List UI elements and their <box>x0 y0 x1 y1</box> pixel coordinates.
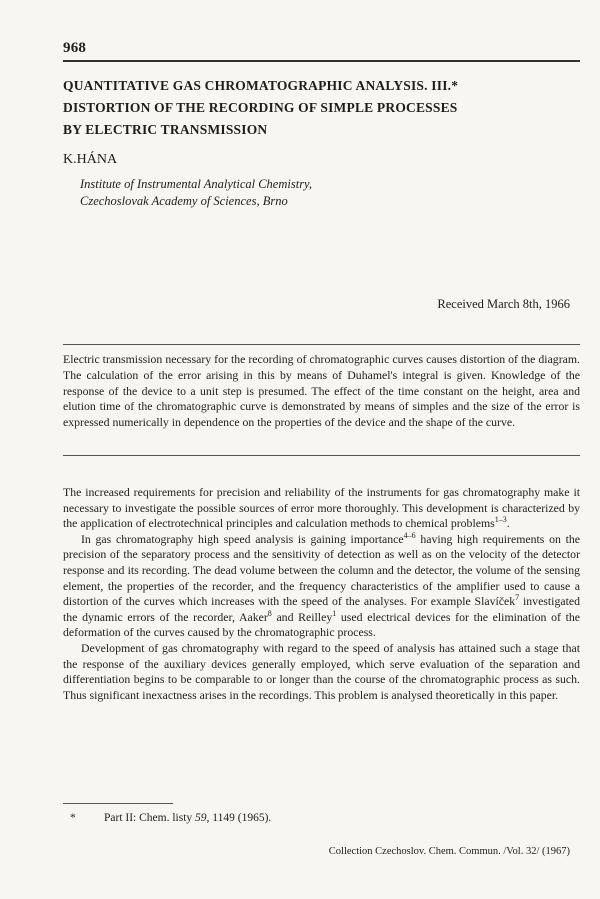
footnote-text-a: Part II: Chem. listy <box>104 812 196 824</box>
paragraph-3: Development of gas chromatography with regard to the speed of analysis has attained such a stage that the response of the auxiliary devices generally employed, which serve evaluation of the separation and differentiation begins to be comparable to or longer than the course of the chromatographic process as such. Thus significant inexactness arises in the recordings. This problem is analysed theoretically in this paper. <box>63 640 580 702</box>
title-line-3: BY ELECTRIC TRANSMISSION <box>63 122 268 137</box>
affiliation-line-2: Czechoslovak Academy of Sciences, Brno <box>80 194 288 208</box>
affiliation <box>80 176 312 210</box>
footnote-volume: 59, <box>195 812 210 824</box>
article-title <box>63 75 580 141</box>
footnote-rule <box>63 803 173 804</box>
abstract: Electric transmission necessary for the recording of chromatographic curves causes distortion of the diagram. The calculation of the error arising in this by means of Duhamel's integral is given. Knowledge of the response of the device to a unit step is presumed. The effect of the time constant on the height, area and elution time of the chromatographic curve is demonstrated by means of simples and the size of the error is expressed numerically in dependence on the properties of the device and the shape of the curve. <box>63 352 580 430</box>
footnote <box>70 812 271 824</box>
paragraph-2-part-a: In gas chromatography high speed analysis is gaining importance <box>81 531 404 546</box>
reference-1: 1 <box>332 608 337 618</box>
reference-7: 7 <box>515 593 520 603</box>
footnote-mark: * <box>70 812 76 824</box>
header-rule <box>63 60 580 62</box>
author-name: K.HÁNA <box>63 152 118 167</box>
reference-4-6: 4–6 <box>403 530 416 540</box>
paragraph-1-text: The increased requirements for precision and reliability of the instruments for gas chromatography make it necessary to investigate the possible sources of error more thoroughly. This development is characterized by the application of electrotechnical principles and calculation methods to chemical problems <box>63 485 580 531</box>
paragraph-2-part-c: investigated the dynamic errors of the recorder, Aaker <box>63 594 580 624</box>
paragraph-2 <box>63 532 580 641</box>
title-line-2: DISTORTION OF THE RECORDING OF SIMPLE PROCESSES <box>63 100 458 115</box>
paragraph-1 <box>63 485 580 532</box>
received-date: Received March 8th, 1966 <box>437 297 570 311</box>
article-body <box>63 485 580 703</box>
paragraph-2-part-e: used electrical devices for the elimination of the deformation of the curves caused by the chromatographic process. <box>63 609 580 640</box>
paragraph-1-end: . <box>506 516 510 531</box>
abstract-bottom-rule <box>63 455 580 456</box>
footnote-text-b: 1149 (1965). <box>209 812 272 824</box>
reference-1-3: 1–3 <box>494 515 507 525</box>
abstract-top-rule <box>63 344 580 345</box>
affiliation-line-1: Institute of Instrumental Analytical Chemistry, <box>80 177 313 191</box>
title-line-1: QUANTITATIVE GAS CHROMATOGRAPHIC ANALYSIS. III.* <box>63 78 459 93</box>
page-number: 968 <box>63 40 87 56</box>
journal-footer: Collection Czechoslov. Chem. Commun. /Vol. 32/ (1967) <box>328 846 570 857</box>
paragraph-2-part-b: having high requirements on the precision of the separatory process and the sensitivity of detection as well as on the velocity of the detector response and its recording. The dead volume between the column and the detector, the volume of the sensing element, the properties of the recorder, and the frequency characteristics of the amplifier used to cause a distortion of the curves which increases with the speed of the analyses. For example Slavíček <box>63 531 580 609</box>
reference-8: 8 <box>267 608 272 618</box>
paragraph-2-part-d: and Reilley <box>271 609 333 624</box>
